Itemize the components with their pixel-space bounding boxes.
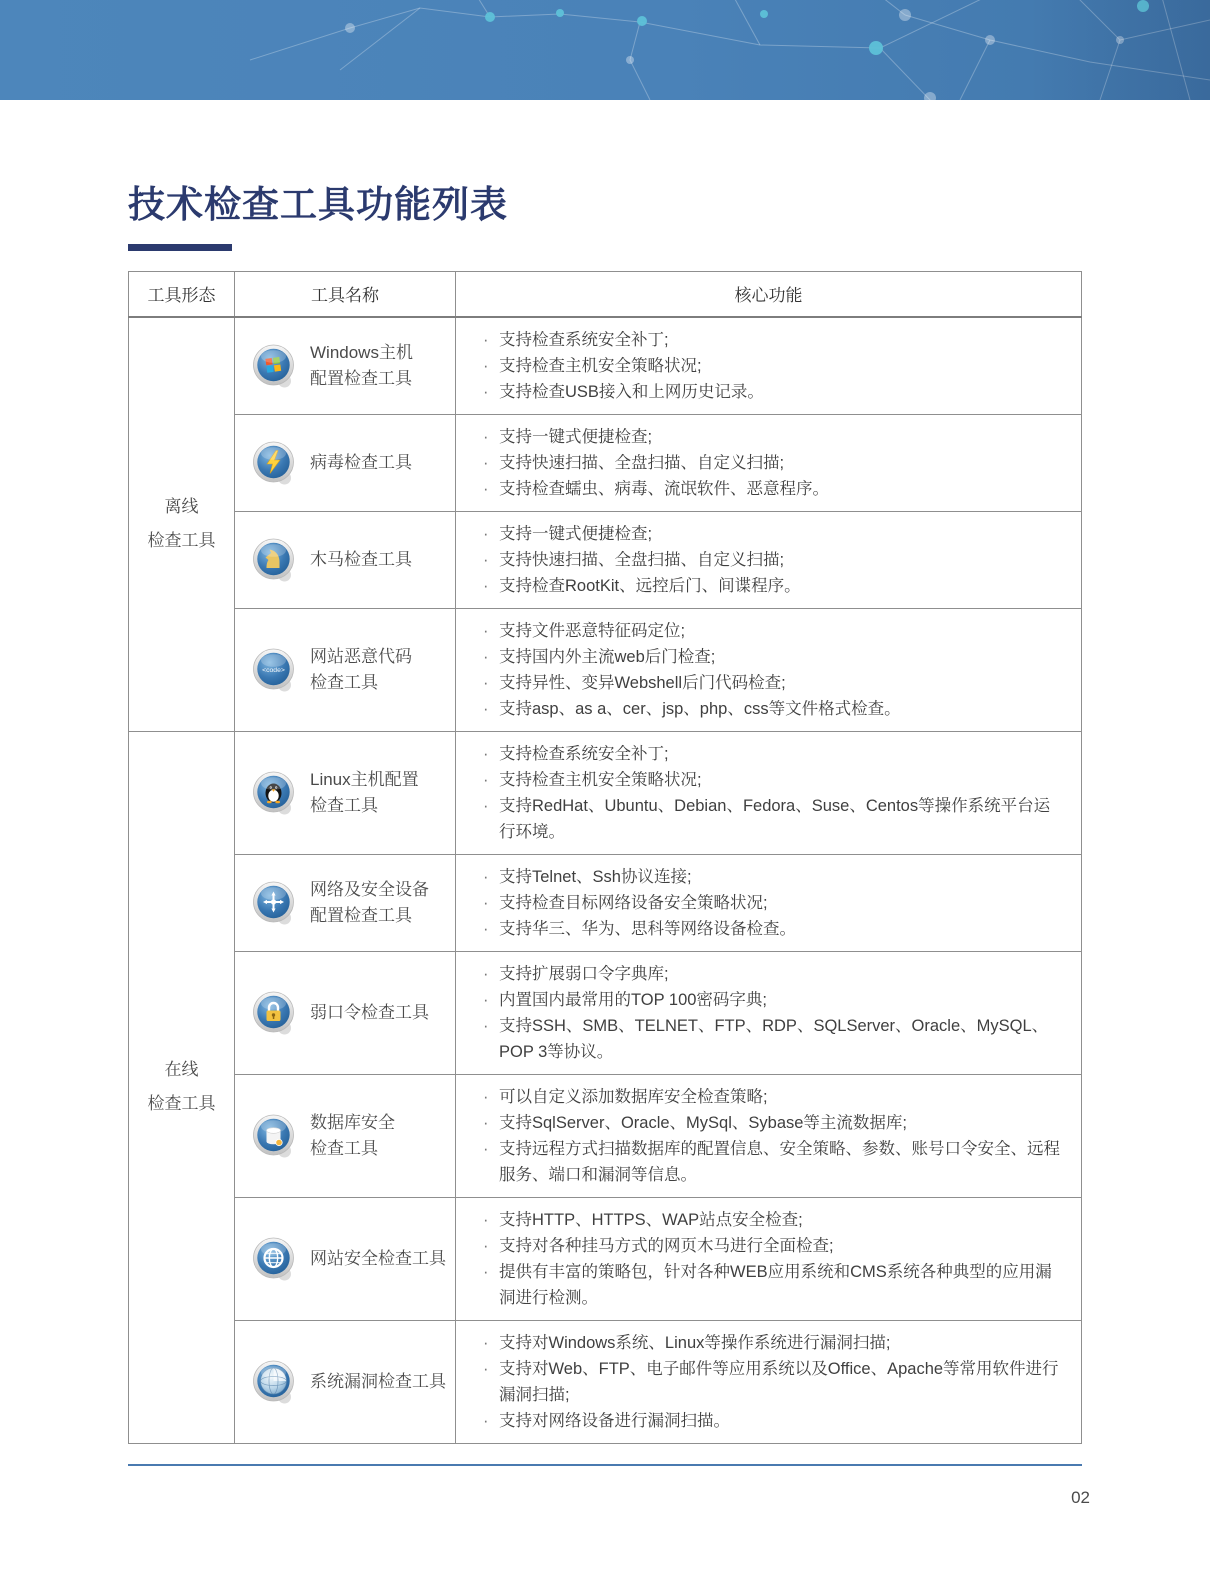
core-functions-cell — [456, 731, 1082, 854]
function-item: · 支持检查蠕虫、病毒、流氓软件、恶意程序。 — [482, 476, 1063, 502]
title-underline — [128, 244, 232, 251]
function-item: · 支持对网络设备进行漏洞扫描。 — [482, 1408, 1063, 1434]
tool-name-cell — [235, 608, 456, 731]
padlock-icon — [251, 990, 297, 1036]
function-list — [482, 618, 1063, 722]
tool-form-label-line: 检查工具 — [147, 531, 216, 551]
column-header-core-functions: 核心功能 — [456, 271, 1082, 317]
lightning-icon — [251, 440, 297, 486]
function-item: · 支持SqlServer、Oracle、MySql、Sybase等主流数据库; — [482, 1110, 1063, 1136]
function-item: · 支持检查目标网络设备安全策略状况; — [482, 890, 1063, 916]
tool-name-cell — [235, 1320, 456, 1443]
tool-name-label: 网站安全检查工具 — [310, 1248, 446, 1268]
table-row — [129, 1320, 1082, 1443]
tool-name-cell — [235, 414, 456, 511]
core-functions-cell — [456, 1197, 1082, 1320]
table-header-row — [129, 271, 1082, 317]
tool-name-label: 木马检查工具 — [310, 549, 412, 569]
column-header-tool-form: 工具形态 — [129, 271, 235, 317]
function-item: · 支持对各种挂马方式的网页木马进行全面检查; — [482, 1233, 1063, 1259]
function-item: · 支持检查主机安全策略状况; — [482, 767, 1063, 793]
function-item: · 支持检查USB接入和上网历史记录。 — [482, 379, 1063, 405]
function-list — [482, 1330, 1063, 1434]
table-row — [129, 951, 1082, 1074]
tool-name-label: 数据库安全 检查工具 — [310, 1112, 395, 1158]
table-row — [129, 1197, 1082, 1320]
tool-name-label: 网络及安全设备 配置检查工具 — [310, 879, 429, 925]
windows-icon — [251, 343, 297, 389]
radar-icon — [251, 1359, 297, 1405]
function-list — [482, 327, 1063, 405]
tool-form-label-line: 离线 — [164, 497, 199, 517]
database-icon — [251, 1113, 297, 1159]
function-item: · 支持检查系统安全补丁; — [482, 327, 1063, 353]
function-item: · 支持远程方式扫描数据库的配置信息、安全策略、参数、账号口令安全、远程服务、端口和漏洞等信息。 — [482, 1136, 1063, 1188]
network-pattern-graphic — [0, 0, 1210, 100]
header-banner — [0, 0, 1210, 100]
function-item: · 支持检查RootKit、远控后门、间谍程序。 — [482, 573, 1063, 599]
tool-name-label: 系统漏洞检查工具 — [310, 1371, 446, 1391]
table-row — [129, 854, 1082, 951]
function-list — [482, 961, 1063, 1065]
tool-name-label: 网站恶意代码 检查工具 — [310, 646, 412, 692]
function-item: · 支持快速扫描、全盘扫描、自定义扫描; — [482, 450, 1063, 476]
svg-text:<code>: <code> — [262, 666, 285, 674]
core-functions-cell — [456, 1320, 1082, 1443]
function-item: · 支持一键式便捷检查; — [482, 424, 1063, 450]
tool-name-cell — [235, 1197, 456, 1320]
tool-name-label: 病毒检查工具 — [310, 452, 412, 472]
table-row — [129, 1074, 1082, 1197]
function-item: · 支持asp、as a、cer、jsp、php、css等文件格式检查。 — [482, 696, 1063, 722]
core-functions-cell — [456, 951, 1082, 1074]
linux-penguin-icon — [251, 770, 297, 816]
function-item: · 提供有丰富的策略包，针对各种WEB应用系统和CMS系统各种典型的应用漏洞进行检测。 — [482, 1259, 1063, 1311]
tool-name-label: Windows主机 配置检查工具 — [310, 342, 413, 388]
function-item: · 支持国内外主流web后门检查; — [482, 644, 1063, 670]
page-number: 02 — [1071, 1487, 1090, 1507]
tool-name-label: Linux主机配置 检查工具 — [310, 769, 419, 815]
function-list — [482, 521, 1063, 599]
globe-icon — [251, 1236, 297, 1282]
function-item: · 支持HTTP、HTTPS、WAP站点安全检查; — [482, 1207, 1063, 1233]
tool-name-cell — [235, 317, 456, 415]
page-content — [0, 100, 1210, 1508]
core-functions-cell — [456, 511, 1082, 608]
function-item: · 支持对Web、FTP、电子邮件等应用系统以及Office、Apache等常用软件进行漏洞扫描; — [482, 1356, 1063, 1408]
function-item: · 支持异性、变异Webshell后门代码检查; — [482, 670, 1063, 696]
tool-form-cell-online — [129, 731, 235, 1443]
function-item: · 支持Telnet、Ssh协议连接; — [482, 864, 1063, 890]
function-list — [482, 1084, 1063, 1188]
core-functions-cell — [456, 317, 1082, 415]
table-row — [129, 511, 1082, 608]
table-row — [129, 608, 1082, 731]
function-item: · 支持RedHat、Ubuntu、Debian、Fedora、Suse、Centos等操作系统平台运行环境。 — [482, 793, 1063, 845]
table-row — [129, 414, 1082, 511]
core-functions-cell — [456, 854, 1082, 951]
function-item: · 支持SSH、SMB、TELNET、FTP、RDP、SQLServer、Oracle、MySQL、POP 3等协议。 — [482, 1013, 1063, 1065]
function-item: · 支持检查主机安全策略状况; — [482, 353, 1063, 379]
function-item: · 可以自定义添加数据库安全检查策略; — [482, 1084, 1063, 1110]
core-functions-cell — [456, 414, 1082, 511]
trojan-horse-icon — [251, 537, 297, 583]
footer-divider-line — [128, 1464, 1082, 1466]
function-list — [482, 424, 1063, 502]
function-item: · 内置国内最常用的TOP 100密码字典; — [482, 987, 1063, 1013]
column-header-tool-name: 工具名称 — [235, 271, 456, 317]
tool-name-cell — [235, 951, 456, 1074]
tool-form-cell-offline — [129, 317, 235, 732]
tool-form-label-line: 在线 — [164, 1060, 199, 1080]
core-functions-cell — [456, 608, 1082, 731]
tool-form-label-line: 检查工具 — [147, 1094, 216, 1114]
tool-name-cell — [235, 1074, 456, 1197]
tool-name-cell — [235, 854, 456, 951]
function-item: · 支持快速扫描、全盘扫描、自定义扫描; — [482, 547, 1063, 573]
table-row — [129, 731, 1082, 854]
tools-table — [128, 271, 1082, 1444]
tool-name-cell — [235, 511, 456, 608]
function-item: · 支持华三、华为、思科等网络设备检查。 — [482, 916, 1063, 942]
network-hub-icon — [251, 880, 297, 926]
tool-name-cell — [235, 731, 456, 854]
core-functions-cell — [456, 1074, 1082, 1197]
function-item: · 支持对Windows系统、Linux等操作系统进行漏洞扫描; — [482, 1330, 1063, 1356]
function-list — [482, 1207, 1063, 1311]
tools-table-body — [129, 317, 1082, 1444]
code-icon — [251, 647, 297, 693]
page-title: 技术检查工具功能列表 — [128, 184, 508, 225]
function-list — [482, 864, 1063, 942]
function-item: · 支持文件恶意特征码定位; — [482, 618, 1063, 644]
function-list — [482, 741, 1063, 845]
table-row — [129, 317, 1082, 415]
function-item: · 支持扩展弱口令字典库; — [482, 961, 1063, 987]
function-item: · 支持一键式便捷检查; — [482, 521, 1063, 547]
function-item: · 支持检查系统安全补丁; — [482, 741, 1063, 767]
tool-name-label: 弱口令检查工具 — [310, 1002, 429, 1022]
